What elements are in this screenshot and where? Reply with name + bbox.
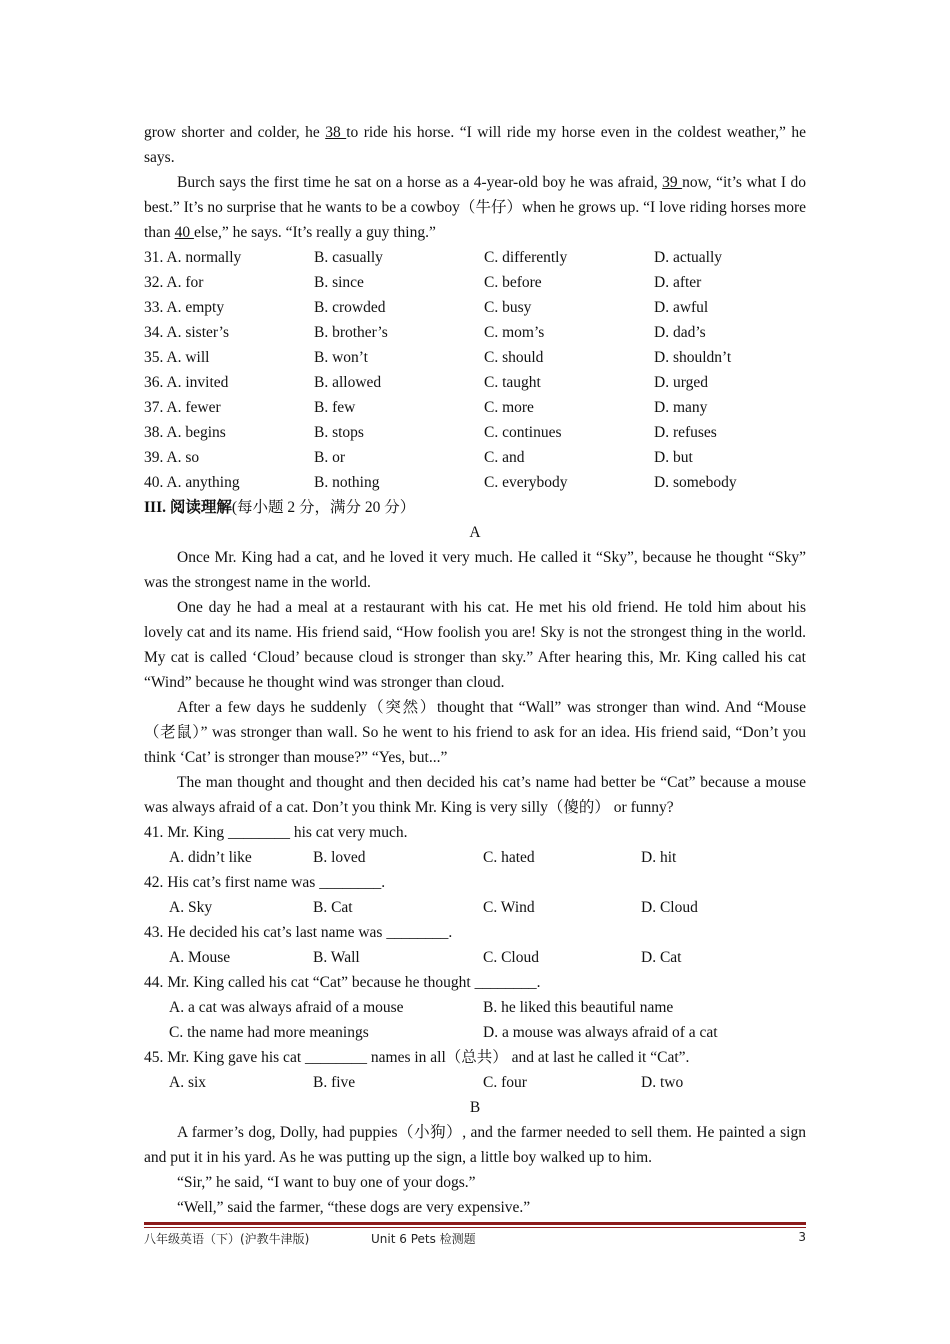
choice-a: A. six: [169, 1074, 207, 1091]
choice-a: A. a cat was always afraid of a mouse: [169, 999, 404, 1016]
page-number: 3: [798, 1230, 806, 1244]
blank-38: 38: [325, 124, 347, 141]
option-d: D. urged: [654, 374, 708, 391]
question-41: [144, 820, 806, 870]
option-a: 36. A. invited: [144, 374, 229, 391]
option-b: B. or: [314, 449, 345, 466]
choice-d: D. two: [641, 1074, 684, 1091]
option-row: [144, 345, 806, 370]
choice-c: C. hated: [483, 849, 535, 866]
choice-a: A. Mouse: [169, 949, 231, 966]
answer-row: [144, 995, 806, 1020]
choice-d: D. a mouse was always afraid of a cat: [483, 1024, 718, 1041]
blank-40: 40: [174, 224, 194, 241]
footer-rule-thick: [144, 1222, 806, 1225]
option-d: D. shouldn’t: [654, 349, 732, 366]
question-stem: 45. Mr. King gave his cat ________ names in all（总共） and at last he called it “Cat”.: [144, 1049, 690, 1066]
answer-row: [144, 945, 806, 970]
cloze-text: now, “it’s what I do best.” It’s no surprise that he wants to be a cowboy（牛仔）when he grows up. “I love riding horses more than: [144, 174, 807, 241]
question-stem: 41. Mr. King ________ his cat very much.: [144, 824, 408, 841]
option-d: D. after: [654, 274, 702, 291]
cloze-paragraph-burch: [144, 170, 806, 245]
option-c: C. busy: [484, 299, 532, 316]
choice-d: D. hit: [641, 849, 677, 866]
option-a: 39. A. so: [144, 449, 200, 466]
passage-a-paragraph: The man thought and thought and then decided his cat’s name had better be “Cat” because a mouse was always afraid of a cat. Don’t you think Mr. King is very silly（傻的） or funny?: [144, 774, 806, 816]
option-b: B. won’t: [314, 349, 368, 366]
choice-b: B. he liked this beautiful name: [483, 999, 674, 1016]
cloze-options: [144, 245, 806, 495]
page-footer: [144, 1230, 806, 1250]
option-b: B. brother’s: [314, 324, 388, 341]
choice-c: C. four: [483, 1074, 527, 1091]
option-a: 37. A. fewer: [144, 399, 221, 416]
option-c: C. everybody: [484, 474, 568, 491]
option-c: C. more: [484, 399, 534, 416]
option-row: [144, 245, 806, 270]
question-45: [144, 1045, 806, 1095]
option-b: B. nothing: [314, 474, 380, 491]
option-d: D. but: [654, 449, 693, 466]
blank-39: 39: [662, 174, 683, 191]
option-a: 34. A. sister’s: [144, 324, 229, 341]
option-d: D. refuses: [654, 424, 717, 441]
option-b: B. since: [314, 274, 364, 291]
question-44: [144, 970, 806, 1045]
option-a: 33. A. empty: [144, 299, 225, 316]
footer-unit: Unit 6 Pets 检测题: [371, 1232, 476, 1246]
option-b: B. crowded: [314, 299, 386, 316]
cloze-text: Burch says the first time he sat on a horse as a 4-year-old boy he was afraid,: [177, 174, 663, 191]
option-b: B. casually: [314, 249, 383, 266]
passage-a-label: A: [469, 524, 481, 541]
option-a: 35. A. will: [144, 349, 210, 366]
passage-b-paragraph: A farmer’s dog, Dolly, had puppies（小狗）, and the farmer needed to sell them. He painted a sign and put it in his yard. As he was putting up the sign, a little boy walked up to him.: [144, 1124, 806, 1166]
option-b: B. allowed: [314, 374, 382, 391]
option-a: 38. A. begins: [144, 424, 226, 441]
passage-b-label: B: [469, 1099, 481, 1116]
passage-a-paragraph: After a few days he suddenly（突然）thought that “Wall” was stronger than wind. And “Mouse（老鼠）” was stronger than wall. So he went to his friend to ask for an idea. His friend said, “Don’t you think ‘Cat’ is stronger than mouse?” “Yes, but...”: [144, 699, 806, 766]
option-d: D. actually: [654, 249, 723, 266]
question-stem: 44. Mr. King called his cat “Cat” because he thought ________.: [144, 974, 541, 991]
question-stem: 42. His cat’s first name was ________.: [144, 874, 386, 891]
section-title-bold: III. 阅读理解: [144, 499, 232, 516]
option-a: 40. A. anything: [144, 474, 240, 491]
choice-b: B. Cat: [313, 899, 353, 916]
footer-grade: 八年级英语（下）(沪教牛津版): [144, 1232, 310, 1246]
option-a: 32. A. for: [144, 274, 204, 291]
option-c: C. continues: [484, 424, 562, 441]
answer-row: [144, 895, 806, 920]
answer-row: [144, 845, 806, 870]
choice-d: D. Cat: [641, 949, 682, 966]
question-42: [144, 870, 806, 920]
question-stem: 43. He decided his cat’s last name was ________.: [144, 924, 453, 941]
section-title-score: (每小题 2 分，满分 20 分）: [231, 499, 416, 516]
option-d: D. awful: [654, 299, 709, 316]
option-c: C. differently: [484, 249, 568, 266]
option-row: [144, 370, 806, 395]
option-d: D. many: [654, 399, 708, 416]
cloze-paragraph-end: [144, 120, 806, 170]
cloze-text: else,” he says. “It’s really a guy thing.”: [193, 224, 436, 241]
option-row: [144, 320, 806, 345]
cloze-text: to ride his horse. “I will ride my horse even in the coldest weather,” he says.: [144, 124, 806, 166]
choice-b: B. loved: [313, 849, 366, 866]
option-c: C. mom’s: [484, 324, 545, 341]
choice-b: B. Wall: [313, 949, 360, 966]
choice-a: A. didn’t like: [169, 849, 252, 866]
cloze-text: grow shorter and colder, he: [144, 124, 326, 141]
passage-b-paragraph: “Well,” said the farmer, “these dogs are very expensive.”: [177, 1199, 531, 1216]
option-row: [144, 470, 806, 495]
answer-row: [144, 1020, 806, 1045]
choice-a: A. Sky: [169, 899, 213, 916]
option-c: C. taught: [484, 374, 541, 391]
footer-rule-thin: [144, 1227, 806, 1228]
passage-a-paragraph: One day he had a meal at a restaurant with his cat. He met his old friend. He told him about his lovely cat and its name. His friend said, “How foolish you are! Sky is not the strongest thing in the world. My cat is called ‘Cloud’ because cloud is stronger than sky.” After hearing this, Mr. King called his cat “Wind” because he thought wind was stronger than cloud.: [144, 599, 806, 691]
option-d: D. somebody: [654, 474, 737, 491]
choice-c: C. Cloud: [483, 949, 539, 966]
option-c: C. and: [484, 449, 525, 466]
choice-c: C. the name had more meanings: [169, 1024, 369, 1041]
question-43: [144, 920, 806, 970]
passage-a-paragraph: Once Mr. King had a cat, and he loved it very much. He called it “Sky”, because he thought “Sky” was the strongest name in the world.: [144, 549, 806, 591]
choice-c: C. Wind: [483, 899, 535, 916]
choice-b: B. five: [313, 1074, 356, 1091]
choice-d: D. Cloud: [641, 899, 698, 916]
option-d: D. dad’s: [654, 324, 706, 341]
option-row: [144, 420, 806, 445]
document-page: [144, 120, 806, 1220]
section-3-title: [144, 495, 806, 520]
passage-b-paragraph: “Sir,” he said, “I want to buy one of your dogs.”: [177, 1174, 476, 1191]
option-a: 31. A. normally: [144, 249, 242, 266]
answer-row: [144, 1070, 806, 1095]
option-row: [144, 295, 806, 320]
option-b: B. few: [314, 399, 356, 416]
option-c: C. before: [484, 274, 542, 291]
option-row: [144, 395, 806, 420]
option-b: B. stops: [314, 424, 364, 441]
option-row: [144, 270, 806, 295]
option-row: [144, 445, 806, 470]
option-c: C. should: [484, 349, 544, 366]
